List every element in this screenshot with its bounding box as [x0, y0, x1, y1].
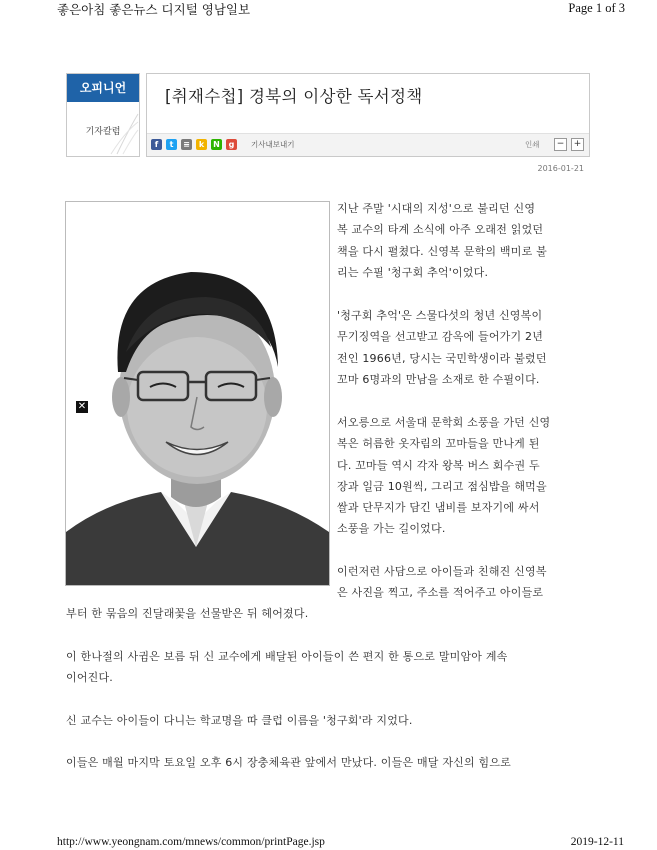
- paragraph-3: [337, 412, 587, 540]
- paragraph-4-line: 이런저런 사담으로 아이들과 친해진 신영복: [337, 565, 547, 578]
- paragraph-2-line: '청구회 추억'은 스물다섯의 청년 신영복이: [337, 309, 543, 322]
- facebook-icon[interactable]: f: [151, 139, 162, 150]
- paragraph-2: [337, 305, 587, 390]
- zoom-in-button[interactable]: +: [571, 138, 584, 151]
- reporter-photo: [65, 201, 330, 586]
- paragraph-6: [66, 710, 591, 731]
- paragraph-2-line: 전인 1966년, 당시는 국민학생이라 불렸던: [337, 351, 547, 365]
- article-header: [146, 73, 590, 157]
- paragraph-1-line: 지난 주말 '시대의 지성'으로 불리던 신영: [337, 202, 536, 215]
- paragraph-3-line: 복은 허름한 옷자림의 꼬마들을 만나게 된: [337, 437, 540, 451]
- paragraph-3-line: 장과 일금 10원씩, 그리고 점심밥을 해먹을: [337, 479, 547, 493]
- paragraph-4: [337, 561, 587, 604]
- paragraph-6-line: 신 교수는 아이들이 다니는 학교명을 따 클럽 이름을 '청구회'라 지었다.: [66, 714, 413, 727]
- section-tab-opinion[interactable]: 오피니언: [67, 74, 139, 102]
- paragraph-1-line: 복 교수의 타계 소식에 아주 오래전 읽었던: [337, 223, 544, 237]
- section-box: [66, 73, 140, 157]
- article-title: [취재수첩] 경북의 이상한 독서정책: [165, 87, 423, 106]
- share-label[interactable]: 기사내보내기: [251, 140, 295, 149]
- paragraph-3-line: 다. 꼬마들 역시 각자 왕복 버스 회수권 두: [337, 458, 540, 472]
- paragraph-4-continued: [66, 603, 591, 624]
- article-date: 2016-01-21: [537, 164, 584, 173]
- print-footer-url: http://www.yeongnam.com/mnews/common/printPage.jsp: [57, 836, 325, 848]
- print-header-site-title: 좋은아침 좋은뉴스 디지털 영남일보: [57, 2, 251, 17]
- paragraph-1-line: 책을 다시 펼쳤다. 신영복 문학의 백미로 불: [337, 244, 547, 258]
- close-icon[interactable]: ✕: [77, 401, 87, 412]
- paragraph-3-line: 소풍을 가는 길이었다.: [337, 522, 446, 536]
- story-icon[interactable]: ≡: [181, 139, 192, 150]
- paragraph-7-line: 이들은 매월 마지막 토요일 오후 6시 장충체육관 앞에서 만났다. 이들은 매달 자신의 힘으로: [66, 756, 511, 769]
- zoom-out-button[interactable]: −: [554, 138, 567, 151]
- paragraph-3-line: 쌀과 단무지가 담긴 냄비를 보자기에 싸서: [337, 501, 540, 515]
- paragraph-5-line: 이어진다.: [66, 671, 114, 685]
- print-button[interactable]: 인쇄: [525, 140, 540, 149]
- paragraph-2-line: 꼬마 6명과의 만남을 소재로 한 수필이다.: [337, 372, 540, 386]
- paragraph-3-line: 서오릉으로 서울대 문학회 소풍을 가던 신영: [337, 416, 551, 429]
- naver-icon[interactable]: N: [211, 139, 222, 150]
- paragraph-4-line: 부터 한 묶음의 진달래꽃을 선물받은 뒤 헤어졌다.: [66, 607, 309, 620]
- print-footer-date: 2019-12-11: [570, 836, 624, 848]
- paragraph-5-line: 이 한나절의 사귐은 보름 뒤 신 교수에게 배달된 아이들이 쓴 편지 한 통으로 말미암아 계속: [66, 650, 508, 663]
- section-sub-reporter-column[interactable]: 기자칼럼: [85, 127, 121, 137]
- googleplus-icon[interactable]: g: [226, 139, 237, 150]
- paragraph-5: [66, 646, 591, 689]
- paragraph-7: [66, 752, 591, 773]
- paragraph-2-line: 무기징역을 선고받고 감옥에 들어가기 2년: [337, 330, 544, 344]
- print-header-page-number: Page 1 of 3: [568, 1, 625, 15]
- paragraph-1: [337, 198, 587, 283]
- paragraph-4-line: 은 사진을 찍고, 주소를 적어주고 아이들로: [337, 586, 544, 600]
- paragraph-1-line: 리는 수필 '청구회 추억'이었다.: [337, 265, 489, 279]
- kakao-icon[interactable]: k: [196, 139, 207, 150]
- twitter-icon[interactable]: t: [166, 139, 177, 150]
- reporter-portrait-image: [66, 202, 329, 585]
- article-toolbar: [147, 133, 589, 156]
